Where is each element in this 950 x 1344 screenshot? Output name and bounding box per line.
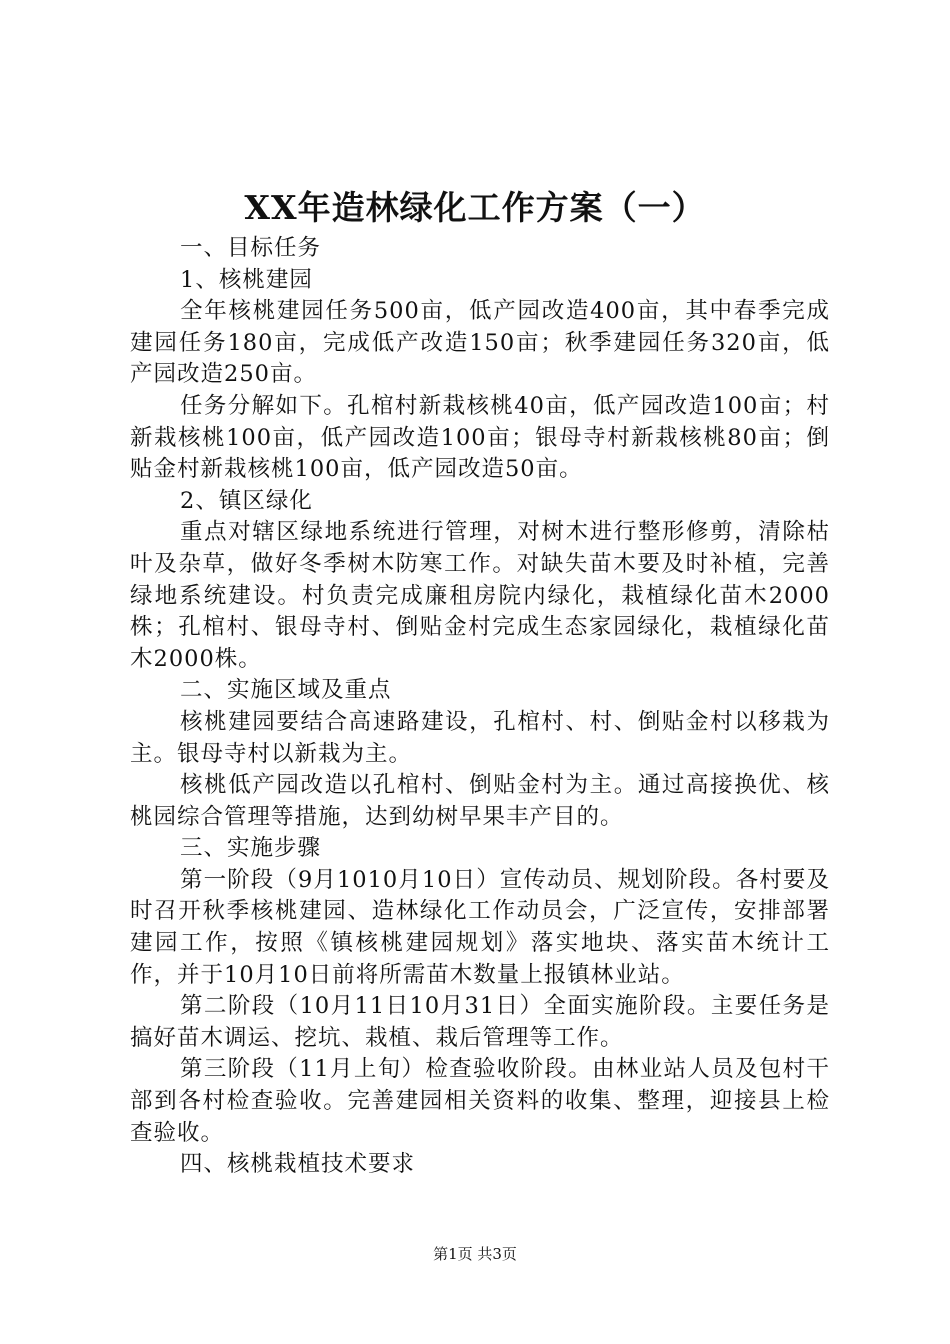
paragraph-stage-two: 第二阶段（10月11日10月31日）全面实施阶段。主要任务是搞好苗木调运、挖坑、栽植、栽后管理等工作。 [130, 993, 830, 1051]
subheading-town-greening: 2、镇区绿化 [180, 487, 313, 514]
heading-areas-focus: 二、实施区域及重点 [180, 677, 392, 704]
paragraph-stage-three: 第三阶段（11月上旬）检查验收阶段。由林业站人员及包村干部到各村检查验收。完善建园相关资料的收集、整理，迎接县上检查验收。 [130, 1056, 830, 1146]
page-footer: 第1页 共3页 [433, 1245, 517, 1263]
paragraph-greening-management: 重点对辖区绿地系统进行管理，对树木进行整形修剪，清除枯叶及杂草，做好冬季树木防寒工作。对缺失苗木要及时补植，完善绿地系统建设。村负责完成廉租房院内绿化，栽植绿化苗木2000株；孔棺村、银母寺村、倒贴金村完成生态家园绿化，栽植绿化苗木2000株。 [130, 519, 830, 672]
paragraph-orchard-areas: 核桃建园要结合高速路建设，孔棺村、村、倒贴金村以移栽为主。银母寺村以新栽为主。 [130, 708, 830, 767]
heading-planting-requirements: 四、核桃栽植技术要求 [180, 1151, 416, 1178]
heading-goals: 一、目标任务 [180, 235, 322, 261]
subheading-walnut-orchard: 1、核桃建园 [180, 266, 313, 293]
paragraph-stage-one: 第一阶段（9月1010月10日）宣传动员、规划阶段。各村要及时召开秋季核桃建园、造林绿化工作动员会，广泛宣传，安排部署建园工作，按照《镇核桃建园规划》落实地块、落实苗木统计工作，并于10月10日前将所需苗木数量上报镇林业站。 [130, 866, 830, 988]
paragraph-annual-task: 全年核桃建园任务500亩，低产园改造400亩，其中春季完成建园任务180亩，完成低产改造150亩；秋季建园任务320亩，低产园改造250亩。 [130, 298, 830, 388]
document-body [130, 233, 830, 1181]
document-title: XX年造林绿化工作方案（一） [244, 188, 706, 227]
heading-implementation-steps: 三、实施步骤 [180, 835, 322, 862]
paragraph-task-breakdown: 任务分解如下。孔棺村新栽核桃40亩，低产园改造100亩；村新栽核桃100亩，低产园改造100亩；银母寺村新栽核桃80亩；倒贴金村新栽核桃100亩，低产园改造50亩。 [130, 392, 830, 483]
paragraph-low-yield-improvement: 核桃低产园改造以孔棺村、倒贴金村为主。通过高接换优、核桃园综合管理等措施，达到幼树早果丰产目的。 [130, 772, 830, 830]
